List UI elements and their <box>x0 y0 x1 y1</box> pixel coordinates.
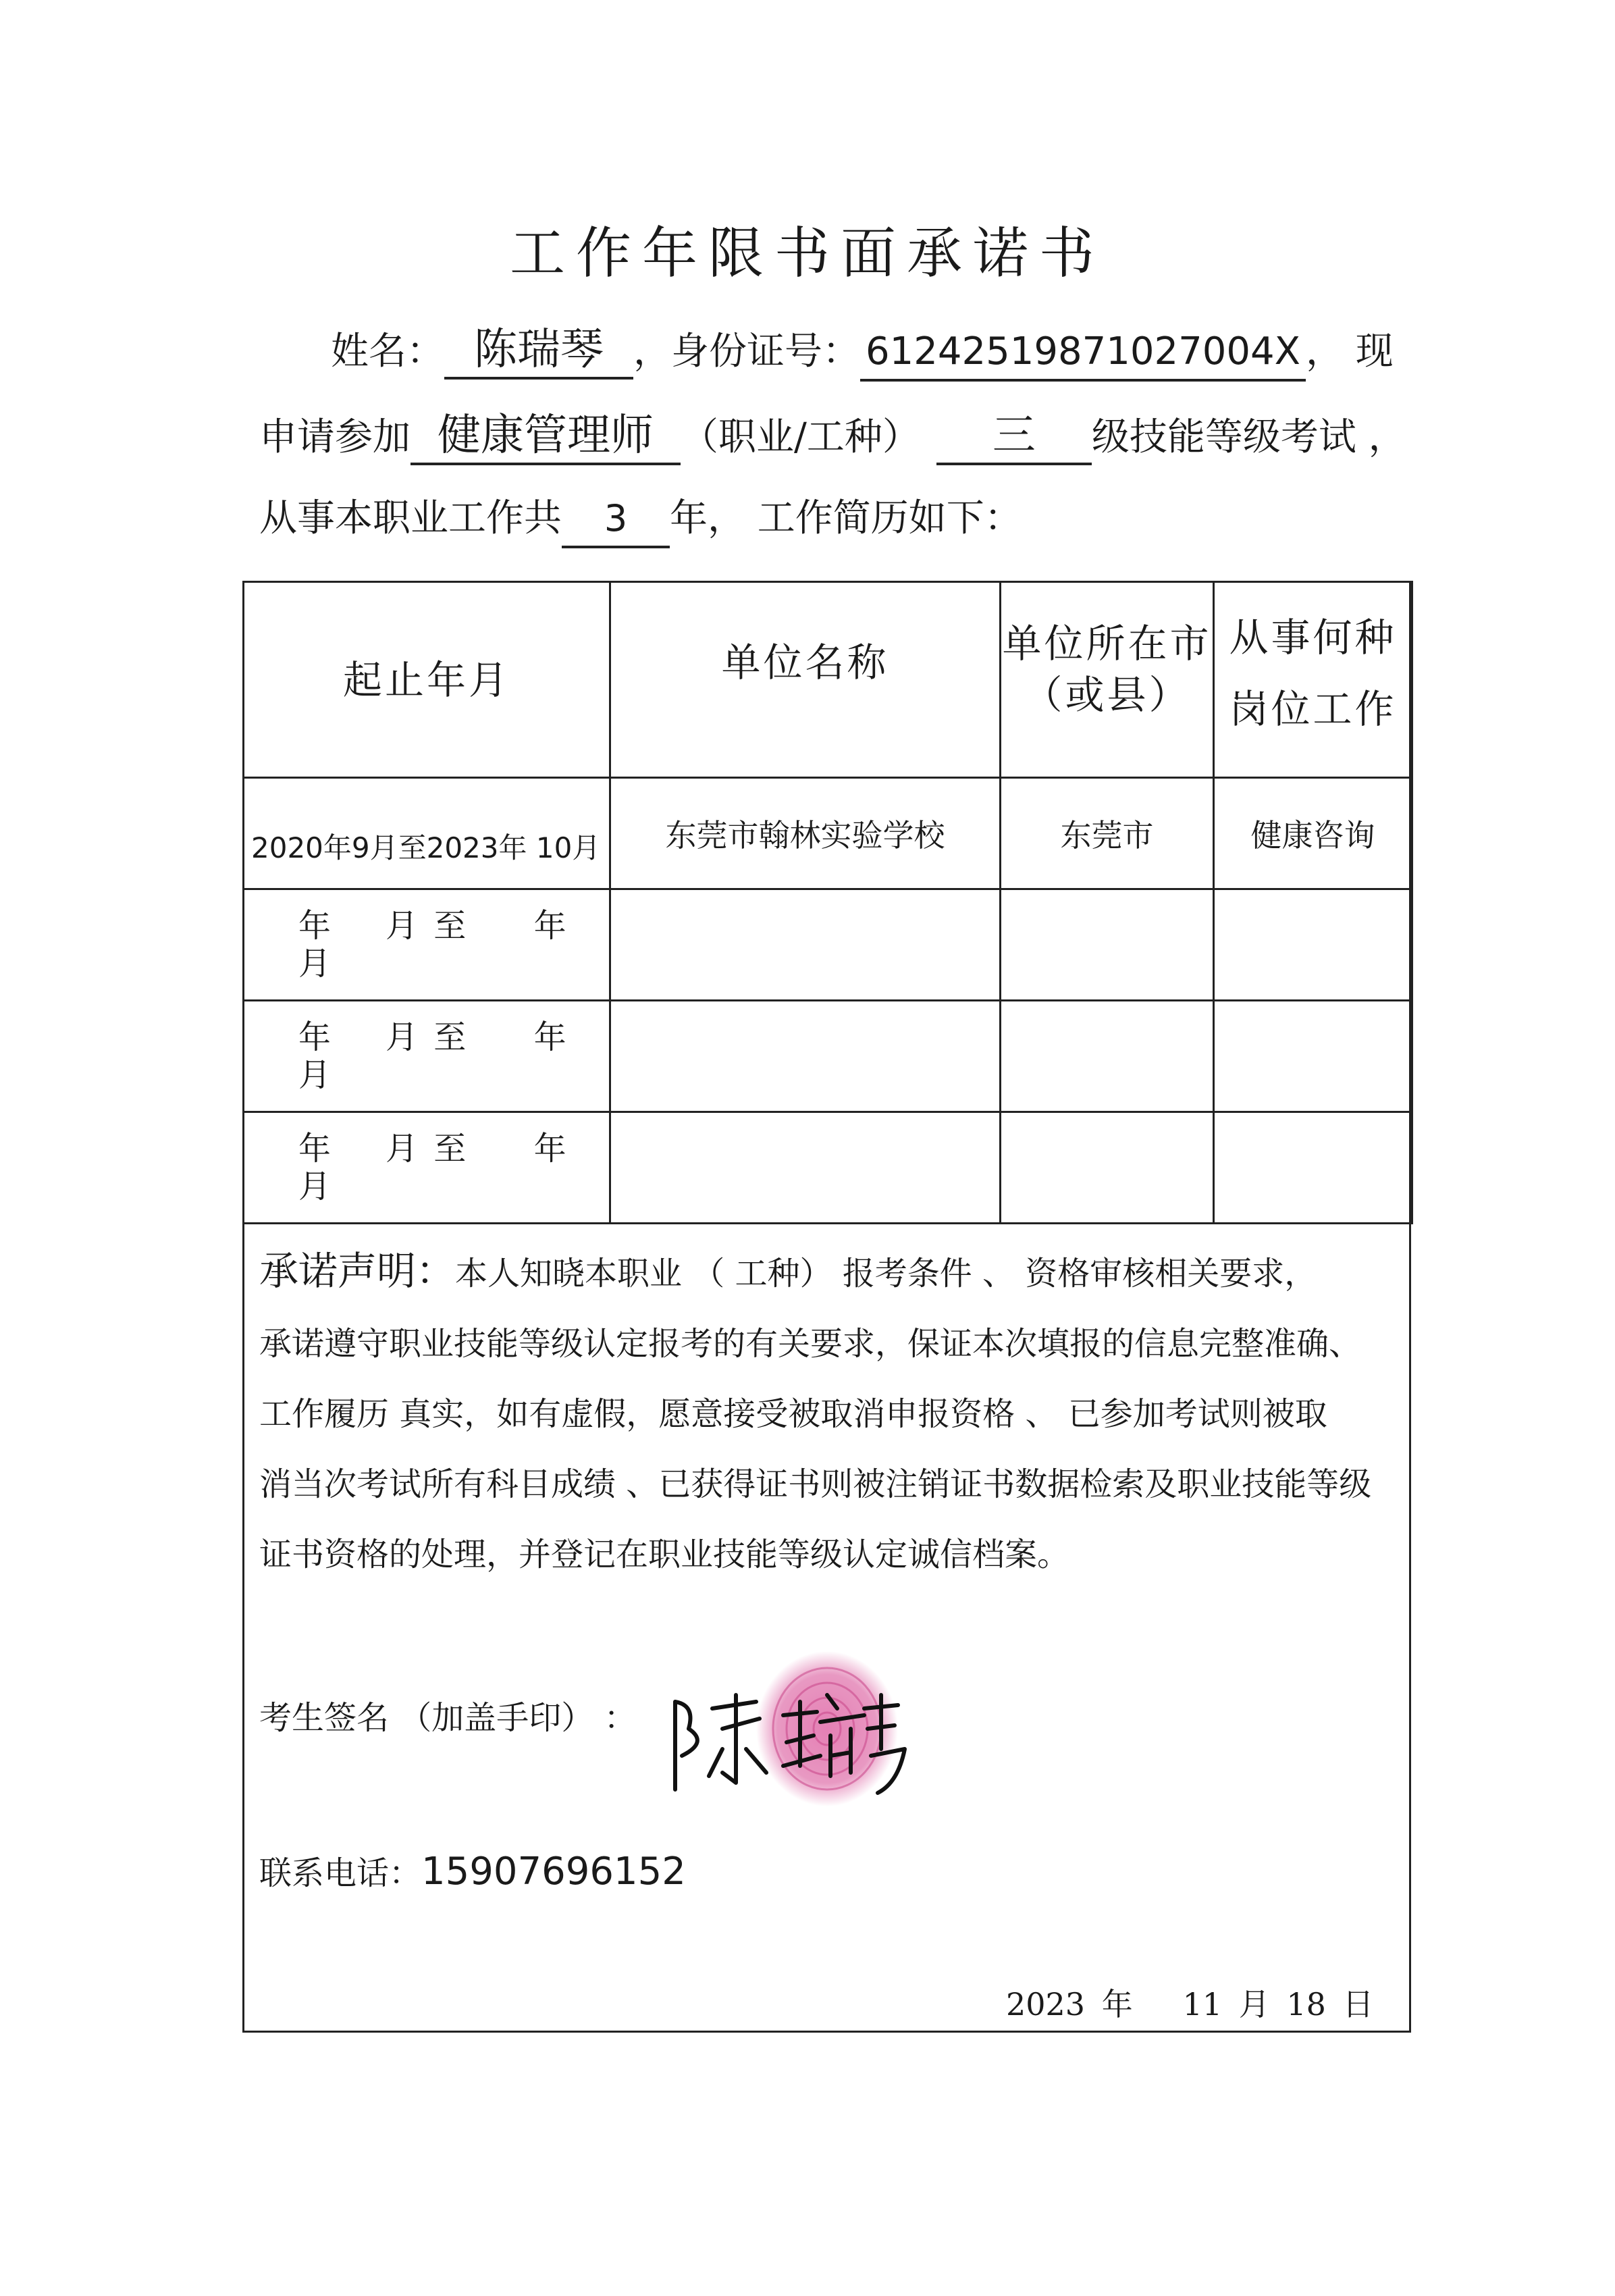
years-suffix: 年， 工作简历如下： <box>670 496 1022 540</box>
date-month: 11 <box>1182 1986 1223 2023</box>
promise-line: 消当次考试所有科目成绩 、已获得证书则被注销证书数据检索及职业技能等级 <box>259 1465 1372 1503</box>
years-prefix: 从事本职业工作共 <box>259 496 562 540</box>
id-number-value: 61242519871027004X <box>860 325 1306 382</box>
row-period: 年 月 至 年 月 <box>244 889 610 1001</box>
level-value: 三 <box>936 409 1092 465</box>
intro-line-1 <box>331 323 1394 382</box>
level-suffix: 级技能等级考试 ， <box>1091 415 1406 459</box>
phone-number: 15907696152 <box>421 1850 686 1894</box>
row-post <box>1214 1112 1412 1224</box>
intro-line-3 <box>259 492 1022 548</box>
apply-label: 申请参加 <box>259 415 411 459</box>
row-post <box>1214 1001 1412 1112</box>
date-year-unit: 年 <box>1101 1986 1133 2023</box>
occupation-suffix: （职业/工种） <box>681 415 920 459</box>
date-day: 18 <box>1286 1986 1326 2023</box>
table-header-row <box>244 582 1412 778</box>
promise-line: 工作履历 真实，如有虚假，愿意接受被取消申报资格 、 已参加考试则被取 <box>259 1395 1327 1433</box>
signature-with-fingerprint <box>648 1648 932 1810</box>
row-post: 健康咨询 <box>1214 778 1412 889</box>
table-row <box>244 889 1412 1001</box>
name-label: 姓名： <box>331 330 444 373</box>
years-value: 3 <box>562 492 670 548</box>
promise-lead: 承诺声明： <box>259 1248 456 1294</box>
intro-trail: ， 现 <box>1306 330 1394 373</box>
promise-statement <box>259 1236 1407 1590</box>
header-unit-city: 单位所在市 （或县） <box>1001 582 1214 778</box>
promise-line: 证书资格的处理，并登记在职业技能等级认定诚信档案。 <box>259 1536 1070 1573</box>
header-unit-name: 单位名称 <box>610 582 1001 778</box>
row-unit-name <box>610 1001 1001 1112</box>
row-period: 2020年9月至2023年 10月 <box>244 778 610 889</box>
promise-line: 本人知晓本职业 （ 工种） 报考条件 、 资格审核相关要求， <box>455 1255 1317 1293</box>
row-post <box>1214 889 1412 1001</box>
date-year: 2023 <box>1006 1986 1086 2023</box>
row-unit-name <box>610 1112 1001 1224</box>
row-unit-name <box>610 889 1001 1001</box>
table-row <box>244 1001 1412 1112</box>
header-post: 从事何种 岗位工作 <box>1214 582 1412 778</box>
row-unit-name: 东莞市翰林实验学校 <box>610 778 1001 889</box>
intro-line-2 <box>259 409 1406 465</box>
contact-line <box>259 1847 686 1894</box>
signing-date <box>1006 1980 1374 2025</box>
row-unit-city: 东莞市 <box>1001 778 1214 889</box>
row-period: 年 月 至 年 月 <box>244 1001 610 1112</box>
signature-label: 考生签名 （加盖手印） ： <box>259 1699 637 1737</box>
header-period: 起止年月 <box>244 582 610 778</box>
occupation-value: 健康管理师 <box>411 409 681 465</box>
promise-line: 承诺遵守职业技能等级认定报考的有关要求，保证本次填报的信息完整准确、 <box>259 1325 1362 1363</box>
row-unit-city <box>1001 1112 1214 1224</box>
table-row <box>244 1112 1412 1224</box>
row-unit-city <box>1001 1001 1214 1112</box>
work-history-table <box>242 581 1413 1224</box>
name-value: 陈瑞琴 <box>444 323 633 380</box>
phone-label: 联系电话： <box>259 1854 422 1892</box>
row-period: 年 月 至 年 月 <box>244 1112 610 1224</box>
document-title: 工作年限书面承诺书 <box>509 221 1105 286</box>
date-day-unit: 日 <box>1342 1986 1374 2023</box>
table-row <box>244 778 1412 889</box>
row-unit-city <box>1001 889 1214 1001</box>
date-month-unit: 月 <box>1238 1986 1270 2023</box>
id-label: ，身份证号： <box>633 330 860 373</box>
